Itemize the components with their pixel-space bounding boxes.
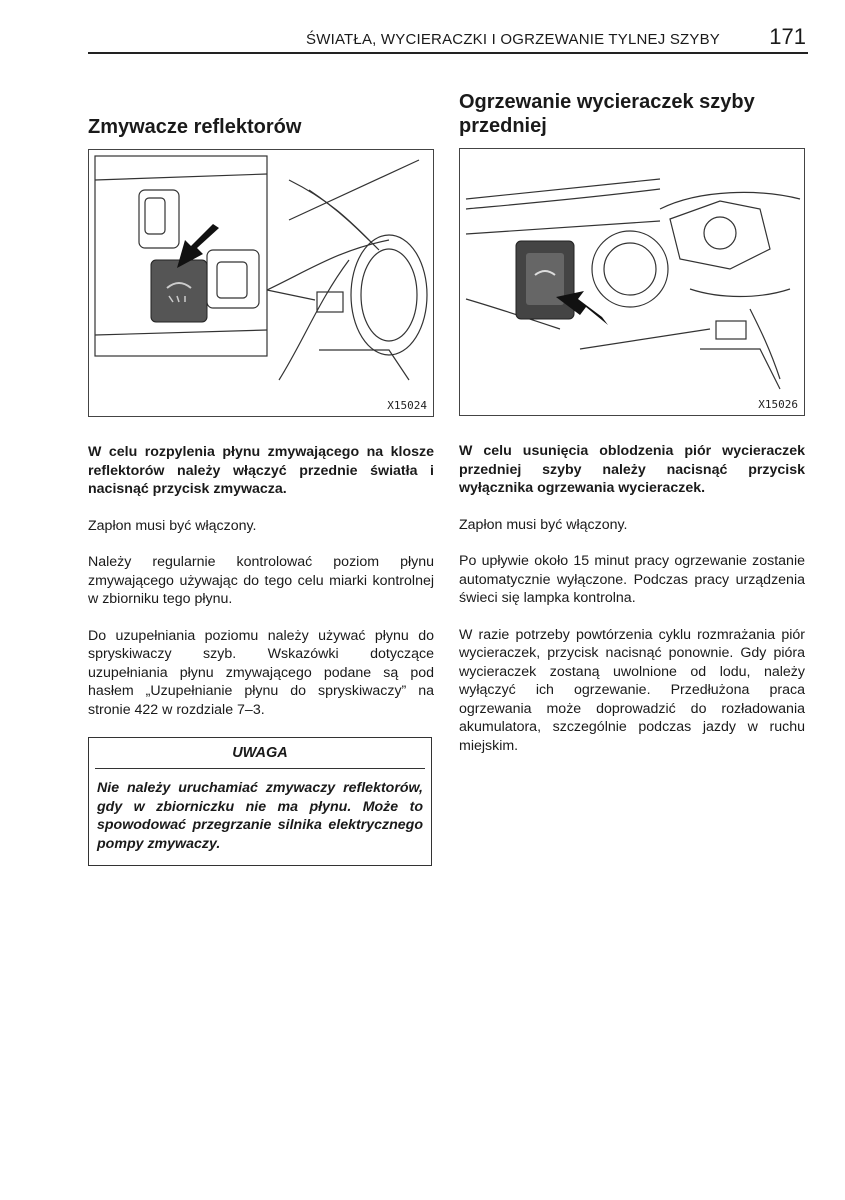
warning-box bbox=[88, 737, 432, 866]
section-title-headlight-washers: Zmywacze reflektorów bbox=[88, 116, 302, 138]
right-column bbox=[459, 90, 805, 755]
dashboard-illustration-right bbox=[460, 149, 804, 415]
paragraph-left-1: Zapłon musi być włączony. bbox=[88, 517, 257, 534]
page-header bbox=[88, 22, 808, 54]
figure-code-right: X15026 bbox=[758, 398, 798, 411]
section-title-wiper-deicer: Ogrzewanie wycieraczek szyby przedniej bbox=[459, 91, 755, 137]
figure-wiper-deicer-switch bbox=[459, 148, 805, 416]
paragraph-left-3: Do uzupełniania poziomu należy używać płynu do spryskiwaczy szyb. Wskazówki dotyczące uzupełniania płynu zmywającego podane są pod hasłem „Uzupełnianie płynu do spryskiwaczy” na stronie 422 w rozdziale 7–3. bbox=[88, 627, 434, 718]
paragraph-right-2: Po upływie około 15 minut pracy ogrzewanie zostanie automatycznie wyłączone. Podczas pracy urządzenia świeci się lampka kontrolna. bbox=[459, 553, 805, 606]
lead-text-left: W celu rozpylenia płynu zmywającego na klosze reflektorów należy włączyć przednie światła i nacisnąć przycisk zmywacza. bbox=[88, 444, 434, 497]
figure-headlight-washer-switch bbox=[88, 149, 434, 417]
lead-text-right: W celu usunięcia oblodzenia piór wycieraczek przedniej szyby należy nacisnąć przycisk wyłącznika ogrzewania wycieraczek. bbox=[459, 443, 805, 496]
paragraph-right-3: W razie potrzeby powtórzenia cyklu rozmrażania piór wycieraczek, przycisk nacisnąć ponownie. Gdy pióra wycieraczek zostaną uwolnione od lodu, należy wyłączyć ich ogrzewanie. Przedłużona praca ogrzewania może doprowadzić do rozładowania akumulatora, szczególnie podczas jazdy w ruchu miejskim. bbox=[459, 626, 805, 754]
page-number: 171 bbox=[769, 24, 806, 49]
left-column bbox=[88, 90, 434, 866]
figure-code-left: X15024 bbox=[387, 399, 427, 412]
warning-text: Nie należy uruchamiać zmywaczy reflektorów, gdy w zbiorniczku nie ma płynu. Może to spowodować przegrzanie silnika elektrycznego pompy zmywaczy. bbox=[97, 780, 423, 852]
header-title: ŚWIATŁA, WYCIERACZKI I OGRZEWANIE TYLNEJ SZYBY bbox=[306, 31, 720, 48]
paragraph-right-1: Zapłon musi być włączony. bbox=[459, 516, 628, 533]
dashboard-illustration bbox=[89, 150, 433, 416]
warning-title: UWAGA bbox=[95, 738, 425, 769]
paragraph-left-2: Należy regularnie kontrolować poziom płynu zmywającego używając do tego celu miarki kontrolnej w zbiorniku tego płynu. bbox=[88, 554, 434, 607]
